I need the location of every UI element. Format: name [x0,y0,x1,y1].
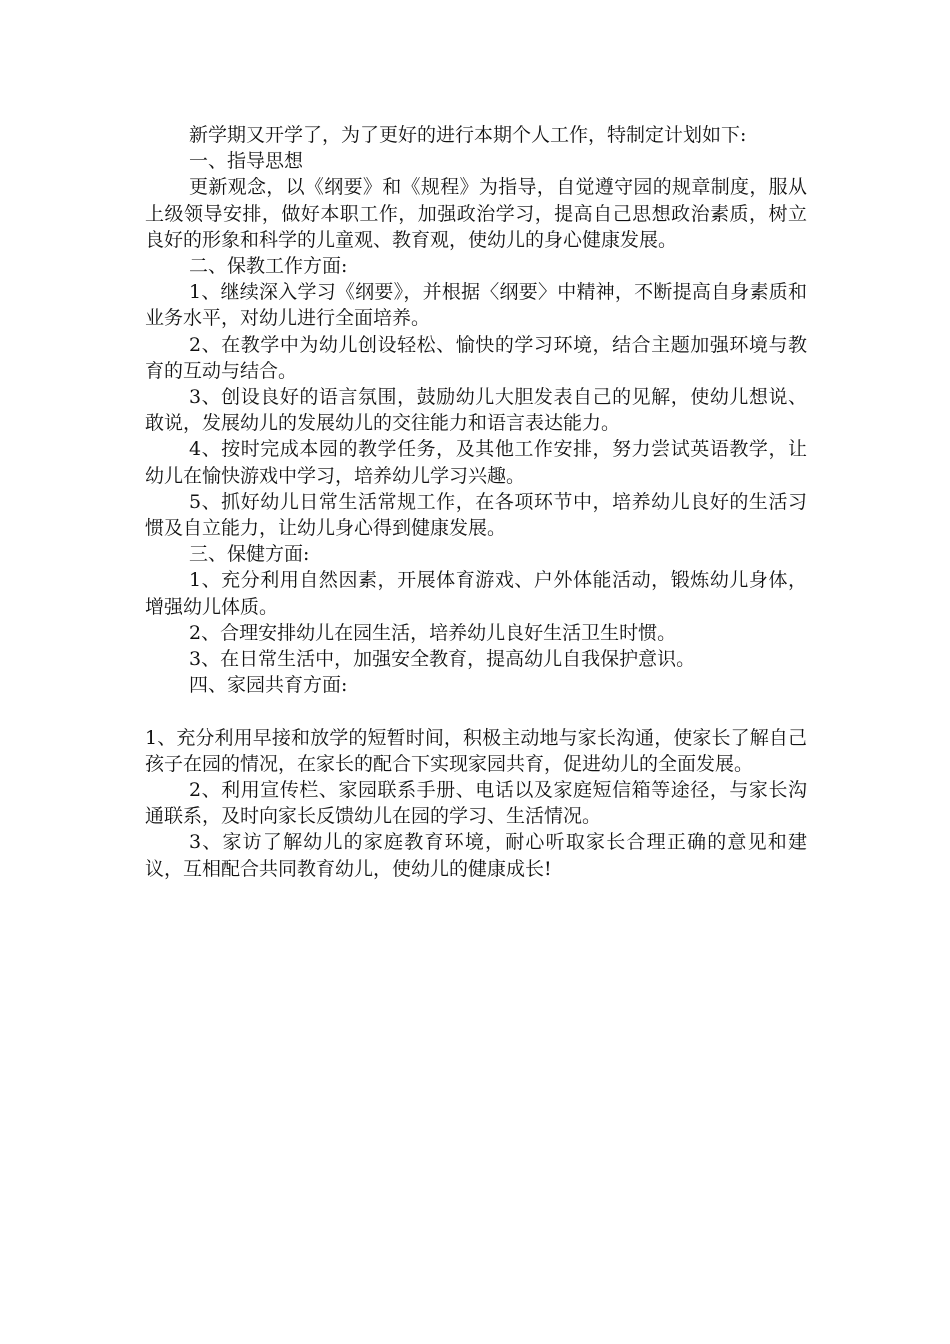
teaching-item-2: 2、在教学中为幼儿创设轻松、愉快的学习环境，结合主题加强环境与教育的互动与结合。 [145,333,807,382]
health-item-2: 2、合理安排幼儿在园生活，培养幼儿良好生活卫生时惯。 [189,621,677,644]
document-body [145,122,807,882]
section-heading-teaching: 二、保教工作方面: [189,255,348,278]
teaching-item-4: 4、按时完成本园的教学任务，及其他工作安排，努力尝试英语教学，让幼儿在愉快游戏中学习，培养幼儿学习兴趣。 [145,438,807,487]
health-item-3: 3、在日常生活中，加强安全教育，提高幼儿自我保护意识。 [189,648,696,671]
home-school-item-1: 1、充分利用早接和放学的短暂时间，积极主动地与家长沟通，使家长了解自己孩子在园的情况，在家长的配合下实现家园共育，促进幼儿的全面发展。 [145,726,807,775]
home-school-item-2: 2、利用宣传栏、家园联系手册、电话以及家庭短信箱等途径，与家长沟通联系，及时向家长反馈幼儿在园的学习、生活情况。 [145,779,807,828]
home-school-item-3: 3、家访了解幼儿的家庭教育环境，耐心听取家长合理正确的意见和建议，互相配合共同教育幼儿，使幼儿的健康成长! [145,831,807,880]
section-heading-health: 三、保健方面: [189,543,310,566]
teaching-item-3: 3、创设良好的语言氛围，鼓励幼儿大胆发表自己的见解，使幼儿想说、敢说，发展幼儿的发展幼儿的交往能力和语言表达能力。 [145,386,807,435]
section-heading-guiding-idea: 一、指导思想 [189,150,304,173]
section-heading-home-school: 四、家园共育方面: [189,674,348,697]
teaching-item-5: 5、抓好幼儿日常生活常规工作，在各项环节中，培养幼儿良好的生活习惯及自立能力，让幼儿身心得到健康发展。 [145,490,807,540]
blank-line [145,698,807,724]
health-item-1: 1、充分利用自然因素，开展体育游戏、户外体能活动，锻炼幼儿身体，增强幼儿体质。 [145,569,807,618]
teaching-item-1: 1、继续深入学习《纲要》，并根据〈纲要〉中精神，不断提高自身素质和业务水平，对幼儿进行全面培养。 [145,281,807,330]
guiding-idea-paragraph: 更新观念，以《纲要》和《规程》为指导，自觉遵守园的规章制度，服从上级领导安排，做好本职工作，加强政治学习，提高自己思想政治素质，树立良好的形象和科学的儿童观、教育观，使幼儿的身心健康发展。 [145,176,807,251]
intro-paragraph: 新学期又开学了，为了更好的进行本期个人工作，特制定计划如下: [189,124,747,146]
